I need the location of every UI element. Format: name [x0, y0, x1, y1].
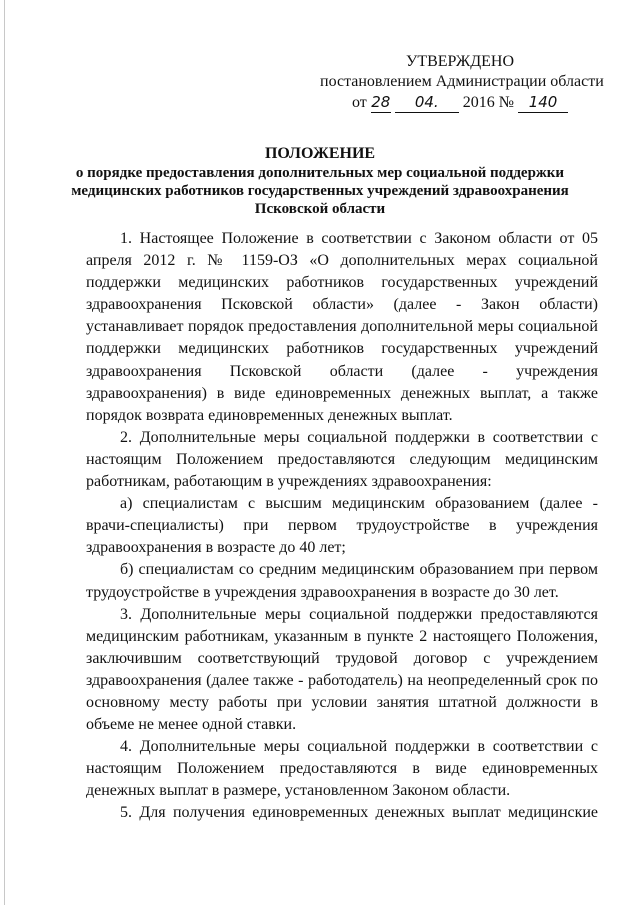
- paragraph-2b: б) специалистам со средним медицинским образованием при первом трудоустройстве в учреждения здравоохранения в возрасте до 30 лет.: [86, 561, 598, 601]
- approval-authority: постановлением Администрации области: [320, 73, 604, 90]
- title-line-2: медицинских работников государственных учреждений здравоохранения: [71, 183, 569, 199]
- paragraph-1: 1. Настоящее Положение в соответствии с Законом области от 05 апреля 2012 г. № 1159-ОЗ «О дополнительных мерах социальной поддержки медицинских работников государственных учреждений здравоохранения Псковской области» (далее - Закон области) устанавливает порядок предоставления дополнительной меры социальной поддержки медицинских работников государственных учреждений здравоохранения Псковской области (далее - учреждения здравоохранения) в виде единовременных денежных выплат, а также порядок возврата единовременных денежных выплат.: [86, 230, 598, 424]
- year-and-number-label: 2016 №: [462, 94, 515, 111]
- handwritten-day: 28: [371, 93, 391, 111]
- handwritten-month: 04.: [395, 92, 459, 113]
- approval-heading: УТВЕРЖДЕНО: [405, 53, 514, 70]
- title-line-3: Псковской области: [254, 201, 386, 217]
- paragraph-3: 3. Дополнительные меры социальной поддержки предоставляются медицинским работникам, указанным в пункте 2 настоящего Положения, заключившим соответствующий трудовой договор с учреждением здравоохранения (далее также - работодатель) на неопределенный срок по основному месту работы при условии занятия штатной должности в объеме не менее одной ставки.: [86, 605, 598, 734]
- approval-date-line: [320, 92, 600, 113]
- title-main: ПОЛОЖЕНИЕ: [264, 145, 376, 162]
- paragraph-5: 5. Для получения единовременных денежных выплат медицинские: [120, 804, 598, 822]
- document-body: [86, 228, 598, 825]
- handwritten-number: 140: [518, 92, 568, 113]
- approval-stamp: [320, 52, 604, 113]
- paragraph-2: 2. Дополнительные меры социальной поддержки в соответствии с настоящим Положением предоставляются следующим медицинским работникам, работающим в учреждениях здравоохранения:: [86, 428, 598, 491]
- date-prefix: от: [352, 94, 367, 111]
- paragraph-2a: а) специалистам с высшим медицинским образованием (далее - врачи-специалисты) при первом трудоустройстве в учреждения здравоохранения в возрасте до 40 лет;: [86, 495, 598, 557]
- title-line-1: о порядке предоставления дополнительных мер социальной поддержки: [75, 165, 565, 181]
- paragraph-4: 4. Дополнительные меры социальной поддержки в соответствии с настоящим Положением предоставляются в виде единовременных денежных выплат в размере, установленном Законом области.: [86, 738, 598, 800]
- scan-edge-line: [4, 0, 5, 905]
- document-title: [60, 145, 580, 218]
